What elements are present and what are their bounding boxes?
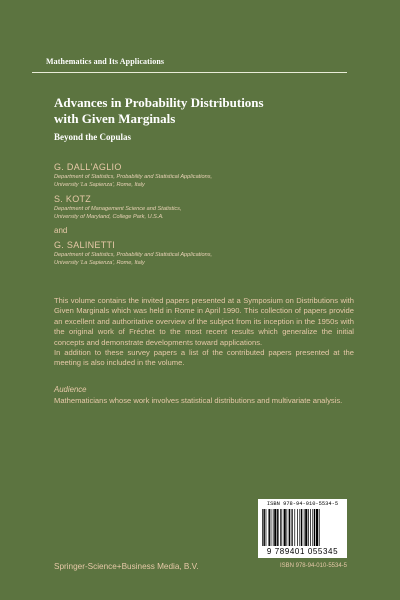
affiliation-line: Department of Statistics, Probability and Statistical Applications, <box>54 252 213 258</box>
series-name: Mathematics and Its Applications <box>46 57 165 66</box>
affiliation-line: University 'La Sapienza', Rome, Italy <box>54 181 145 188</box>
author-name-2: S. KOTZ <box>54 194 92 204</box>
isbn-footer: ISBN 978-94-010-5534-5 <box>279 563 347 569</box>
affiliation-line: University 'La Sapienza', Rome, Italy <box>54 259 145 266</box>
audience-text: Mathematicians whose work involves statistical distributions and multivariate analysis. <box>54 396 343 405</box>
author-affiliation-1 <box>54 174 354 189</box>
book-title <box>54 95 354 127</box>
divider-rule <box>32 72 347 73</box>
blurb-paragraph-2: In addition to these survey papers a list of the contributed papers presented at the meeting is also included in the volume. <box>54 348 354 368</box>
book-subtitle: Beyond the Copulas <box>54 132 132 142</box>
author-name-3: G. SALINETTI <box>54 240 116 250</box>
author-affiliation-2 <box>54 206 354 221</box>
audience-heading: Audience <box>54 385 87 394</box>
description-blurb <box>54 296 354 369</box>
title-line-1: Advances in Probability Distributions <box>54 95 264 110</box>
affiliation-line: Department of Management Science and Statistics, <box>54 206 182 212</box>
publisher-name: Springer-Science+Business Media, B.V. <box>54 562 199 571</box>
affiliation-line: University of Maryland, College Park, U.S.A. <box>54 213 164 220</box>
author-affiliation-3 <box>54 252 354 267</box>
affiliation-line: Department of Statistics, Probability and Statistical Applications, <box>54 174 213 180</box>
barcode-icon <box>262 509 343 546</box>
barcode-isbn: ISBN 978-94-010-5534-5 <box>266 501 339 507</box>
blurb-paragraph-1: This volume contains the invited papers presented at a Symposium on Distributions with Given Marginals which was held in Rome in April 1990. This collection of papers provide an excellent and authoritative overview of the subject from its inception in the 1950s with the original work of Fréchet to the most recent results which generalize the initial concepts and demonstrate developments toward applications. <box>54 296 354 347</box>
barcode-panel <box>258 499 347 558</box>
author-name-1: G. DALL'AGLIO <box>54 162 122 172</box>
and-conjunction: and <box>54 226 68 235</box>
barcode-digits: 9 789401 055345 <box>266 547 339 556</box>
title-line-2: with Given Marginals <box>54 111 176 126</box>
